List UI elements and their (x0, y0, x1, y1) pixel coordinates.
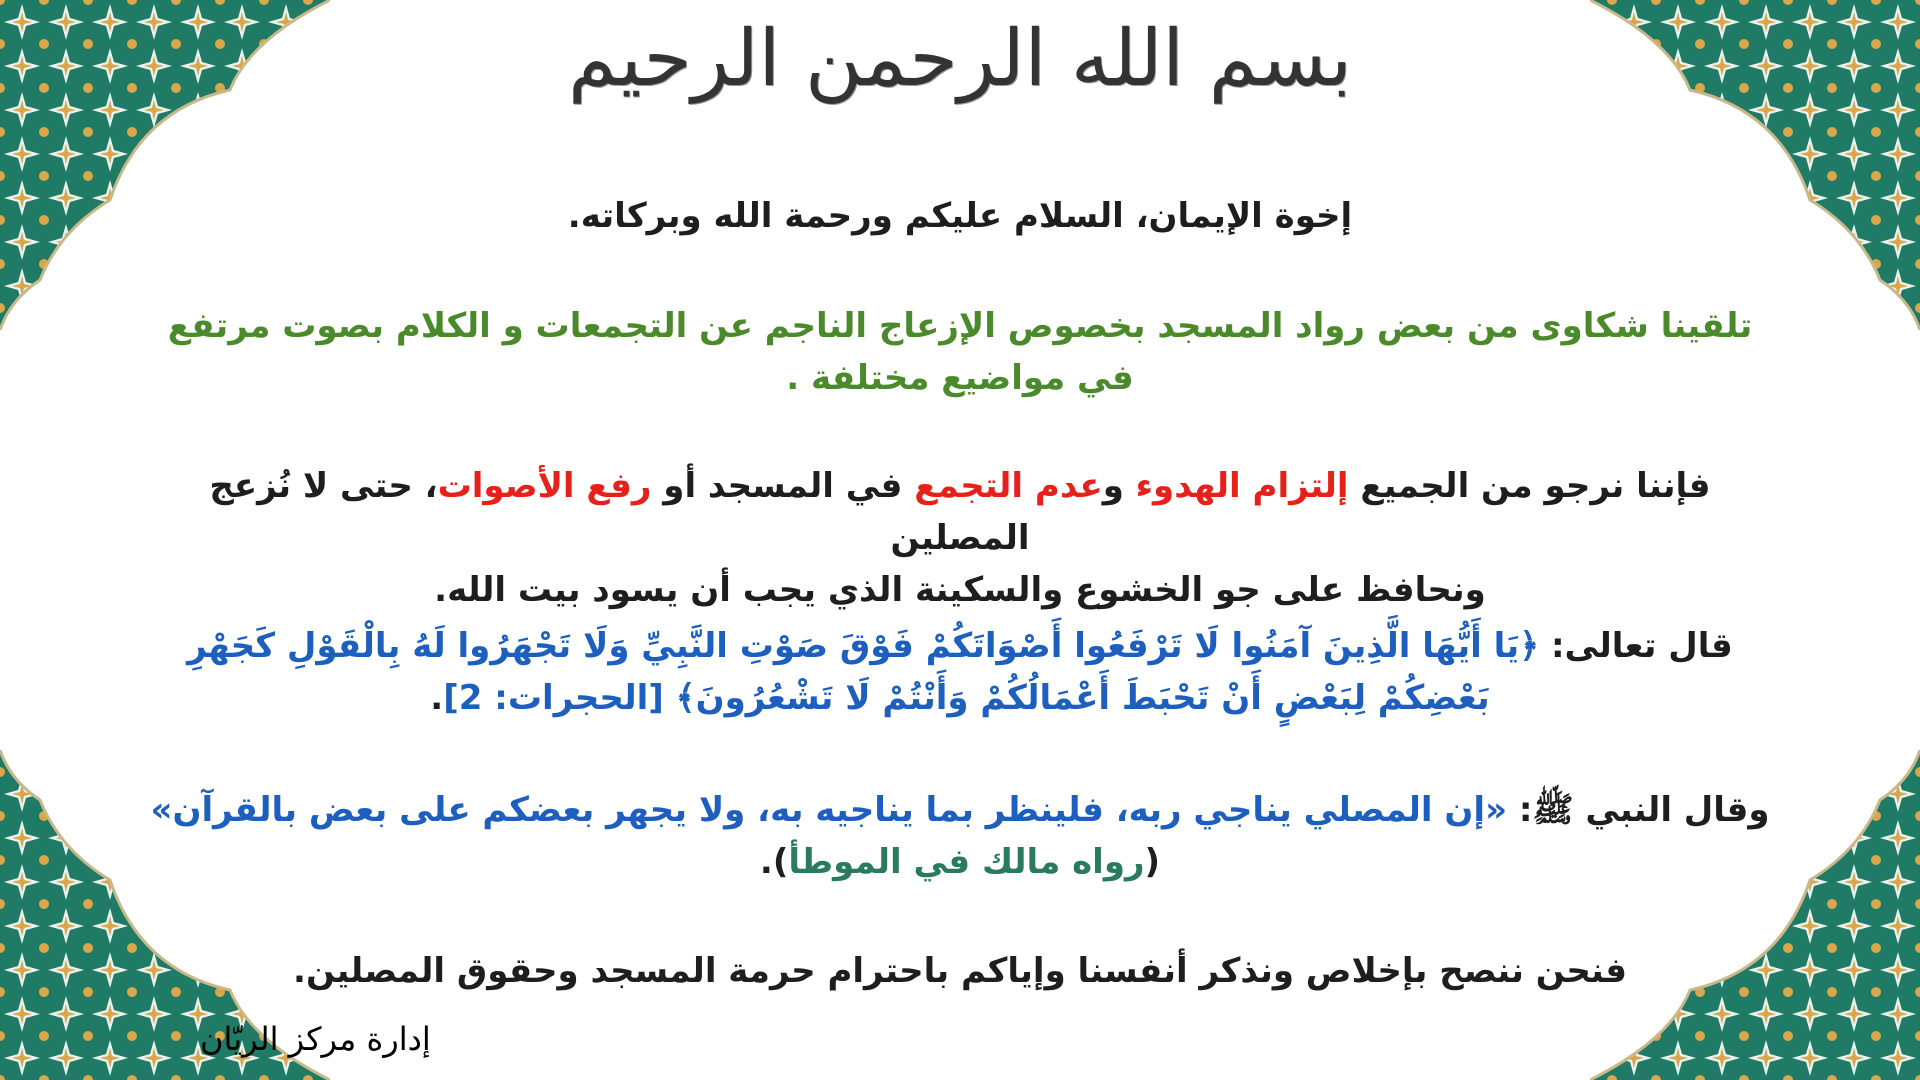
highlight-no-gathering: عدم التجمع (914, 466, 1103, 506)
advice-line: فنحن ننصح بإخلاص ونذكر أنفسنا وإياكم باحترام حرمة المسجد وحقوق المصلين. (293, 951, 1627, 991)
quran-end: . (430, 678, 444, 718)
hadith-source: رواه مالك في الموطأ (788, 842, 1145, 882)
hadith-line-1 (140, 784, 1780, 836)
complaint-line-2: في مواضيع مختلفة . (786, 358, 1134, 398)
highlight-calm: إلتزام الهدوء (1135, 466, 1349, 506)
quran-verse-part-2: بَعْضِكُمْ لِبَعْضٍ أَنْ تَحْبَطَ أَعْمَالُكُمْ وَأَنْتُمْ لَا تَشْعُرُونَ﴾ [الحجرات: 2] (443, 678, 1490, 718)
quran-line-1 (140, 620, 1780, 672)
complaint-line-1: تلقينا شكاوى من بعض رواد المسجد بخصوص الإزعاج الناجم عن التجمعات و الكلام بصوت مرتفع (167, 306, 1753, 346)
quran-verse-part-1: ﴿يَا أَيُّهَا الَّذِينَ آمَنُوا لَا تَرْفَعُوا أَصْوَاتَكُمْ فَوْقَ صَوْتِ النَّبِيِّ وَلَا تَجْهَرُوا لَهُ بِالْقَوْلِ كَجَهْرِ (187, 626, 1540, 666)
request-line-2: ونحافظ على جو الخشوع والسكينة الذي يجب أن يسود بيت الله. (434, 570, 1486, 610)
complaint-paragraph (140, 300, 1780, 404)
request-text-3: في المسجد أو (651, 466, 915, 506)
notice-content (140, 0, 1780, 1080)
hadith-quote (140, 784, 1780, 888)
hadith-text: «إن المصلي يناجي ربه، فلينظر بما يناجيه به، ولا يجهر بعضكم على بعض بالقرآن» (150, 790, 1508, 830)
greeting-line: إخوة الإيمان، السلام عليكم ورحمة الله وبركاته. (567, 196, 1353, 236)
basmala-calligraphy: بسم الله الرحمن الرحيم (568, 14, 1352, 104)
request-text-4: ، حتى لا نُزعج المصلين (209, 466, 1030, 558)
quran-line-2 (140, 672, 1780, 724)
highlight-raising-voices: رفع الأصوات (437, 466, 652, 506)
hadith-source-open: ( (1144, 842, 1161, 882)
request-paragraph (140, 460, 1780, 616)
hadith-intro: وقال النبي ﷺ: (1507, 790, 1770, 830)
signature: إدارة مركز الريّان (200, 1020, 431, 1058)
request-text-1: فإننا نرجو من الجميع (1348, 466, 1711, 506)
quran-intro: قال تعالى: (1539, 626, 1733, 666)
quran-quote (140, 620, 1780, 724)
request-text-2: و (1102, 466, 1136, 506)
hadith-line-2 (140, 836, 1780, 888)
request-line-1 (140, 460, 1780, 564)
hadith-source-close: ). (759, 842, 789, 882)
